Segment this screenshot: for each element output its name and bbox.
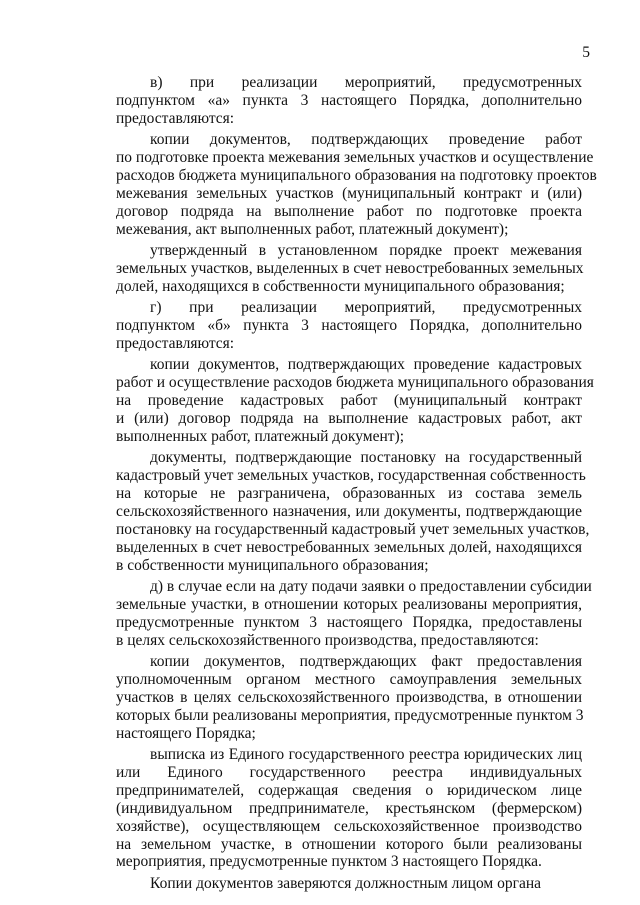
paragraph-8 bbox=[116, 653, 582, 742]
text-line: копии документов, подтверждающих факт предоставления bbox=[150, 653, 582, 671]
text-line: подпунктом «б» пункта 3 настоящего Порядка, дополнительно bbox=[116, 317, 582, 335]
paragraph-10 bbox=[116, 875, 582, 893]
paragraph-5 bbox=[116, 356, 594, 445]
text-line: в целях сельскохозяйственного производства, предоставляются: bbox=[116, 631, 539, 649]
text-line: г) при реализации мероприятий, предусмотренных bbox=[150, 299, 582, 317]
text-line: настоящего Порядка; bbox=[116, 724, 256, 742]
text-line: копии документов, подтверждающих проведение работ bbox=[150, 131, 582, 149]
text-line: д) в случае если на дату подачи заявки о предоставлении субсидии bbox=[150, 578, 592, 596]
text-line: выписка из Единого государственного реестра юридических лиц bbox=[150, 746, 582, 764]
text-line: на земельном участке, в отношении которого были реализованы bbox=[116, 835, 582, 853]
text-line: хозяйстве), осуществляющем сельскохозяйственное производство bbox=[116, 817, 582, 835]
text-line: расходов бюджета муниципального образования на подготовку проектов bbox=[116, 166, 597, 184]
text-line: по подготовке проекта межевания земельных участков и осуществление bbox=[116, 149, 594, 167]
paragraph-9 bbox=[116, 746, 582, 871]
paragraph-6 bbox=[116, 449, 590, 574]
text-line: документы, подтверждающие постановку на государственный bbox=[150, 449, 582, 467]
text-line: подпунктом «а» пункта 3 настоящего Порядка, дополнительно bbox=[116, 91, 582, 109]
text-line: договор подряда на выполнение работ по подготовке проекта bbox=[116, 202, 582, 220]
text-line: или Единого государственного реестра индивидуальных bbox=[116, 763, 582, 781]
text-line: на которые не разграничена, образованных из состава земель bbox=[116, 485, 582, 503]
text-line: предпринимателей, содержащая сведения о юридическом лице bbox=[116, 781, 582, 799]
text-line: предусмотренные пунктом 3 настоящего Порядка, предоставлены bbox=[116, 613, 582, 631]
paragraph-3 bbox=[116, 242, 582, 296]
text-line: уполномоченным органом местного самоуправления земельных bbox=[116, 671, 582, 688]
text-line: в) при реализации мероприятий, предусмотренных bbox=[150, 74, 582, 91]
text-line: предоставляются: bbox=[116, 109, 235, 127]
text-line: межевания, акт выполненных работ, платежный документ); bbox=[116, 220, 509, 238]
text-line: участков в целях сельскохозяйственного производства, в отношении bbox=[116, 688, 582, 706]
paragraph-2 bbox=[116, 131, 597, 238]
text-line: копии документов, подтверждающих проведение кадастровых bbox=[150, 356, 582, 374]
text-line: работ и осуществление расходов бюджета муниципального образования bbox=[116, 374, 594, 392]
page-number: 5 bbox=[582, 44, 590, 61]
text-line: сельскохозяйственного назначения, или документы, подтверждающие bbox=[116, 502, 582, 520]
text-line: мероприятия, предусмотренные пунктом 3 настоящего Порядка. bbox=[116, 853, 542, 871]
text-line: межевания земельных участков (муниципальный контракт и (или) bbox=[116, 184, 582, 202]
text-line: которых были реализованы мероприятия, предусмотренные пунктом 3 bbox=[116, 706, 584, 724]
text-line: кадастровый учет земельных участков, государственная собственность bbox=[116, 467, 586, 485]
text-line: (индивидуальном предпринимателе, крестьянском (фермерском) bbox=[116, 799, 582, 817]
paragraph-1 bbox=[116, 74, 582, 128]
text-line: выделенных в счет невостребованных земельных долей, находящихся bbox=[116, 538, 582, 556]
text-line: и (или) договор подряда на выполнение кадастровых работ, акт bbox=[116, 410, 582, 428]
text-line: Копии документов заверяются должностным лицом органа bbox=[150, 874, 542, 892]
text-line: в собственности муниципального образования; bbox=[116, 556, 429, 574]
document-body bbox=[116, 74, 597, 893]
text-line: предоставляются: bbox=[116, 334, 235, 352]
text-line: утвержденный в установленном порядке проект межевания bbox=[150, 242, 582, 260]
text-line: постановку на государственный кадастровый учет земельных участков, bbox=[116, 520, 590, 538]
paragraph-4 bbox=[116, 299, 582, 353]
text-line: земельных участков, выделенных в счет невостребованных земельных bbox=[116, 259, 584, 277]
text-line: долей, находящихся в собственности муниципального образования; bbox=[116, 277, 565, 295]
text-line: выполненных работ, платежный документ); bbox=[116, 427, 404, 445]
text-line: земельные участки, в отношении которых реализованы мероприятия, bbox=[116, 595, 582, 613]
text-line: на проведение кадастровых работ (муниципальный контракт bbox=[116, 392, 582, 410]
paragraph-7 bbox=[116, 578, 592, 650]
